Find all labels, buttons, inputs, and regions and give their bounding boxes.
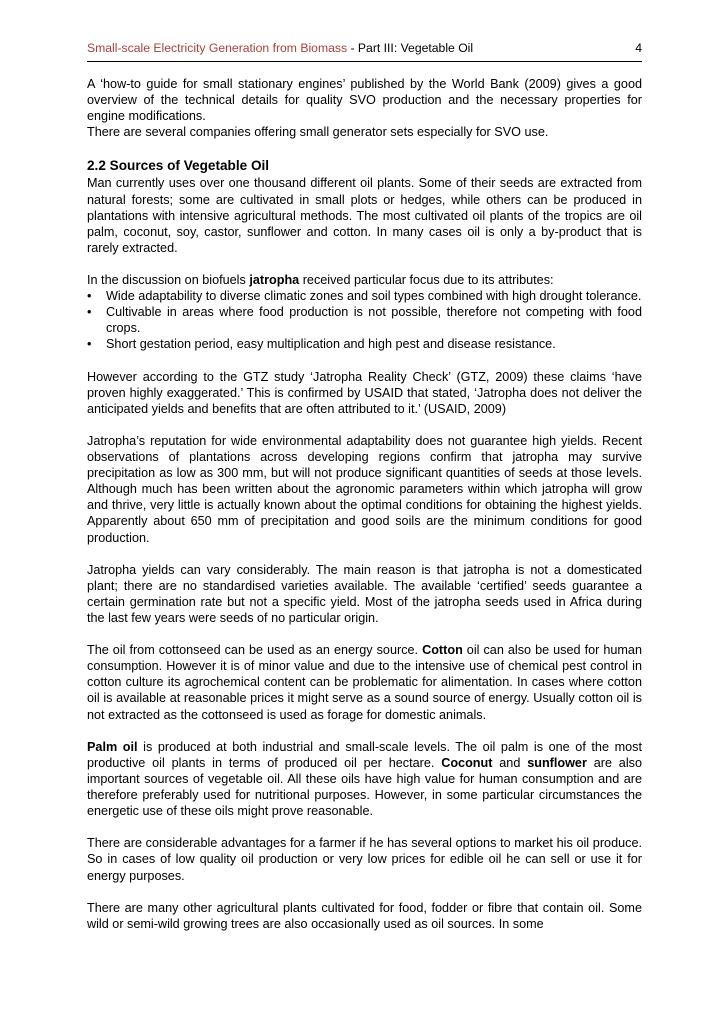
- list-item: [87, 288, 642, 304]
- cotton-text-start: The oil from cottonseed can be used as an energy source.: [87, 643, 423, 658]
- jatropha-intro-paragraph: [87, 272, 642, 288]
- header-document-title: Small-scale Electricity Generation from Biomass: [87, 41, 348, 55]
- palm-oil-bold-term: Palm oil: [87, 739, 138, 754]
- header-rule: [87, 61, 642, 62]
- jatropha-intro-text-end: received particular focus due to its attributes:: [299, 273, 554, 288]
- list-item: [87, 304, 642, 336]
- jatropha-intro-text: In the discussion on biofuels: [87, 273, 250, 288]
- yields-paragraph: Jatropha yields can vary considerably. The main reason is that jatropha is not a domesticated plant; there are no standardised varieties available. The available ‘certified’ seeds guarantee a certain germination rate but not a specific yield. Most of the jatropha seeds used in Africa during the last few years were seeds of no particular origin.: [87, 562, 642, 625]
- header-page-number: 4: [635, 41, 642, 55]
- other-plants-paragraph: There are many other agricultural plants cultivated for food, fodder or fibre that contain oil. Some wild or semi-wild growing trees are also occasionally used as oil sources. In some: [87, 900, 642, 931]
- coconut-bold-term: Coconut: [441, 755, 493, 770]
- bullet-icon: •: [87, 289, 92, 304]
- sources-paragraph: Man currently uses over one thousand different oil plants. Some of their seeds are extracted from natural forests; some are cultivated in small plots or hedges, while others can be produced in plantations with intensive agricultural methods. The most cultivated oil plants of the tropics are oil palm, coconut, soy, castor, sunflower and cotton. In many cases oil is only a by-product that is rarely extracted.: [87, 176, 642, 255]
- list-item-text: Wide adaptability to diverse climatic zones and soil types combined with high drought tolerance.: [106, 289, 642, 304]
- cotton-text-end: oil can also be used for human consumption. However it is of minor value and due to the intensive use of chemical pest control in cotton culture its agrochemical content can be problematic for alimentation. In cases where cotton oil is available at reasonable prices it might serve as a sound source of energy. Usually cotton oil is not extracted as the cottonseed is used as forage for domestic animals.: [87, 643, 642, 722]
- intro-paragraph: A ‘how-to guide for small stationary engines’ published by the World Bank (2009) gives a good overview of the technical details for quality SVO production and the necessary properties for engine modifications.: [87, 77, 642, 124]
- cotton-paragraph: [87, 642, 642, 722]
- bullet-icon: •: [87, 337, 92, 352]
- farmer-paragraph: There are considerable advantages for a farmer if he has several options to market his oil produce. So in cases of low quality oil production or very low prices for edible oil he can sell or use it for energy purposes.: [87, 836, 642, 883]
- jatropha-bold-term: jatropha: [249, 273, 300, 288]
- intro-paragraph-2: There are several companies offering small generator sets especially for SVO use.: [87, 125, 549, 140]
- reputation-paragraph: Jatropha’s reputation for wide environmental adaptability does not guarantee high yields. Recent observations of plantations across developing regions confirm that jatropha may survive precipitation as low as 300 mm, but will not produce significant quantities of seeds at those levels. Although much has been written about the agronomic parameters within which jatropha will grow and thrive, very little is actually known about the optimal conditions for obtaining the highest yields. Apparently about 650 mm of precipitation and good soils are the minimum conditions for good production.: [87, 433, 642, 545]
- palm-oil-paragraph: [87, 739, 642, 819]
- palm-oil-text: is produced at both industrial and small-scale levels. The oil palm is one of the most productive oil plants in terms of produced oil per hectare.: [87, 739, 642, 770]
- header-part-label: - Part III: Vegetable Oil: [347, 41, 474, 55]
- bullet-icon: •: [87, 305, 92, 320]
- palm-oil-text-end: are also important sources of vegetable oil. All these oils have high value for human consumption and are therefore preferably used for nutritional purposes. However, in some particular circumstances the energetic use of these oils might prove reasonable.: [87, 755, 642, 819]
- jatropha-attributes-list: [87, 288, 642, 352]
- palm-oil-and-text: and: [492, 755, 528, 770]
- list-item-text: Short gestation period, easy multiplication and high pest and disease resistance.: [106, 337, 556, 352]
- cotton-bold-term: Cotton: [422, 643, 463, 658]
- running-header: [87, 40, 642, 56]
- section-heading: 2.2 Sources of Vegetable Oil: [87, 158, 270, 174]
- sunflower-bold-term: sunflower: [527, 755, 587, 770]
- list-item-text: Cultivable in areas where food production is not possible, therefore not competing with food crops.: [106, 305, 642, 336]
- gtz-paragraph: However according to the GTZ study ‘Jatropha Reality Check’ (GTZ, 2009) these claims ‘have proven highly exaggerated.’ This is confirmed by USAID that stated, ‘Jatropha does not deliver the anticipated yields and benefits that are often attributed to it.’ (USAID, 2009): [87, 369, 642, 416]
- list-item: [87, 336, 642, 352]
- page-body: [87, 76, 642, 948]
